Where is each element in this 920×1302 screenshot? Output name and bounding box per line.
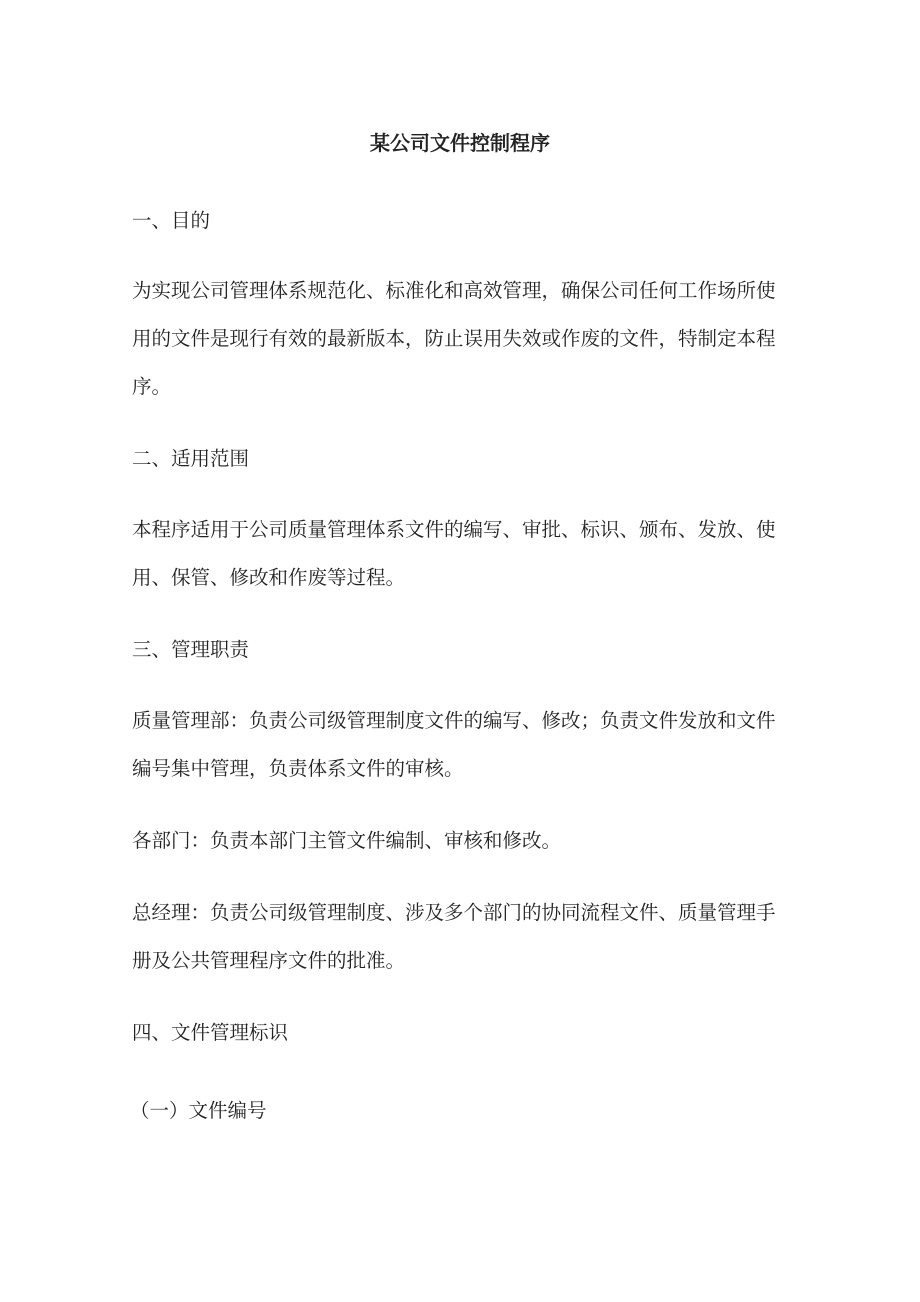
paragraph-line: 序。 (132, 375, 172, 398)
paragraph-general-manager (132, 889, 796, 985)
paragraph-quality-dept (132, 697, 796, 793)
paragraph-line: 本程序适用于公司质量管理体系文件的编写、审批、标识、颁布、发放、使 (132, 518, 776, 541)
heading-text: 二、适用范围 (132, 447, 250, 470)
heading-text: 四、文件管理标识 (132, 1021, 289, 1044)
paragraph-line: 用的文件是现行有效的最新版本，防止误用失效或作废的文件，特制定本程 (132, 327, 776, 350)
section-heading-purpose (132, 197, 796, 245)
subsection-heading-document-number (130, 1087, 794, 1135)
section-heading-responsibilities (132, 626, 796, 674)
section-heading-identification (132, 1009, 796, 1057)
paragraph-line: 用、保管、修改和作废等过程。 (132, 566, 406, 589)
paragraph-purpose (132, 267, 796, 411)
paragraph-line: 各部门：负责本部门主管文件编制、审核和修改。 (132, 829, 562, 852)
paragraph-line: 质量管理部：负责公司级管理制度文件的编写、修改；负责文件发放和文件 (132, 709, 776, 732)
paragraph-scope (132, 506, 796, 602)
document-title: 某公司文件控制程序 (370, 131, 550, 155)
section-heading-scope (132, 435, 796, 483)
paragraph-line: 册及公共管理程序文件的批准。 (132, 949, 406, 972)
paragraph-line: 编号集中管理，负责体系文件的审核。 (132, 757, 464, 780)
paragraph-departments (132, 817, 796, 865)
heading-text: 三、管理职责 (132, 638, 250, 661)
paragraph-line: 总经理：负责公司级管理制度、涉及多个部门的协同流程文件、质量管理手 (132, 901, 776, 924)
paragraph-line: 为实现公司管理体系规范化、标准化和高效管理，确保公司任何工作场所使 (132, 279, 776, 302)
heading-text: （一）文件编号 (130, 1099, 267, 1122)
heading-text: 一、目的 (132, 209, 211, 232)
